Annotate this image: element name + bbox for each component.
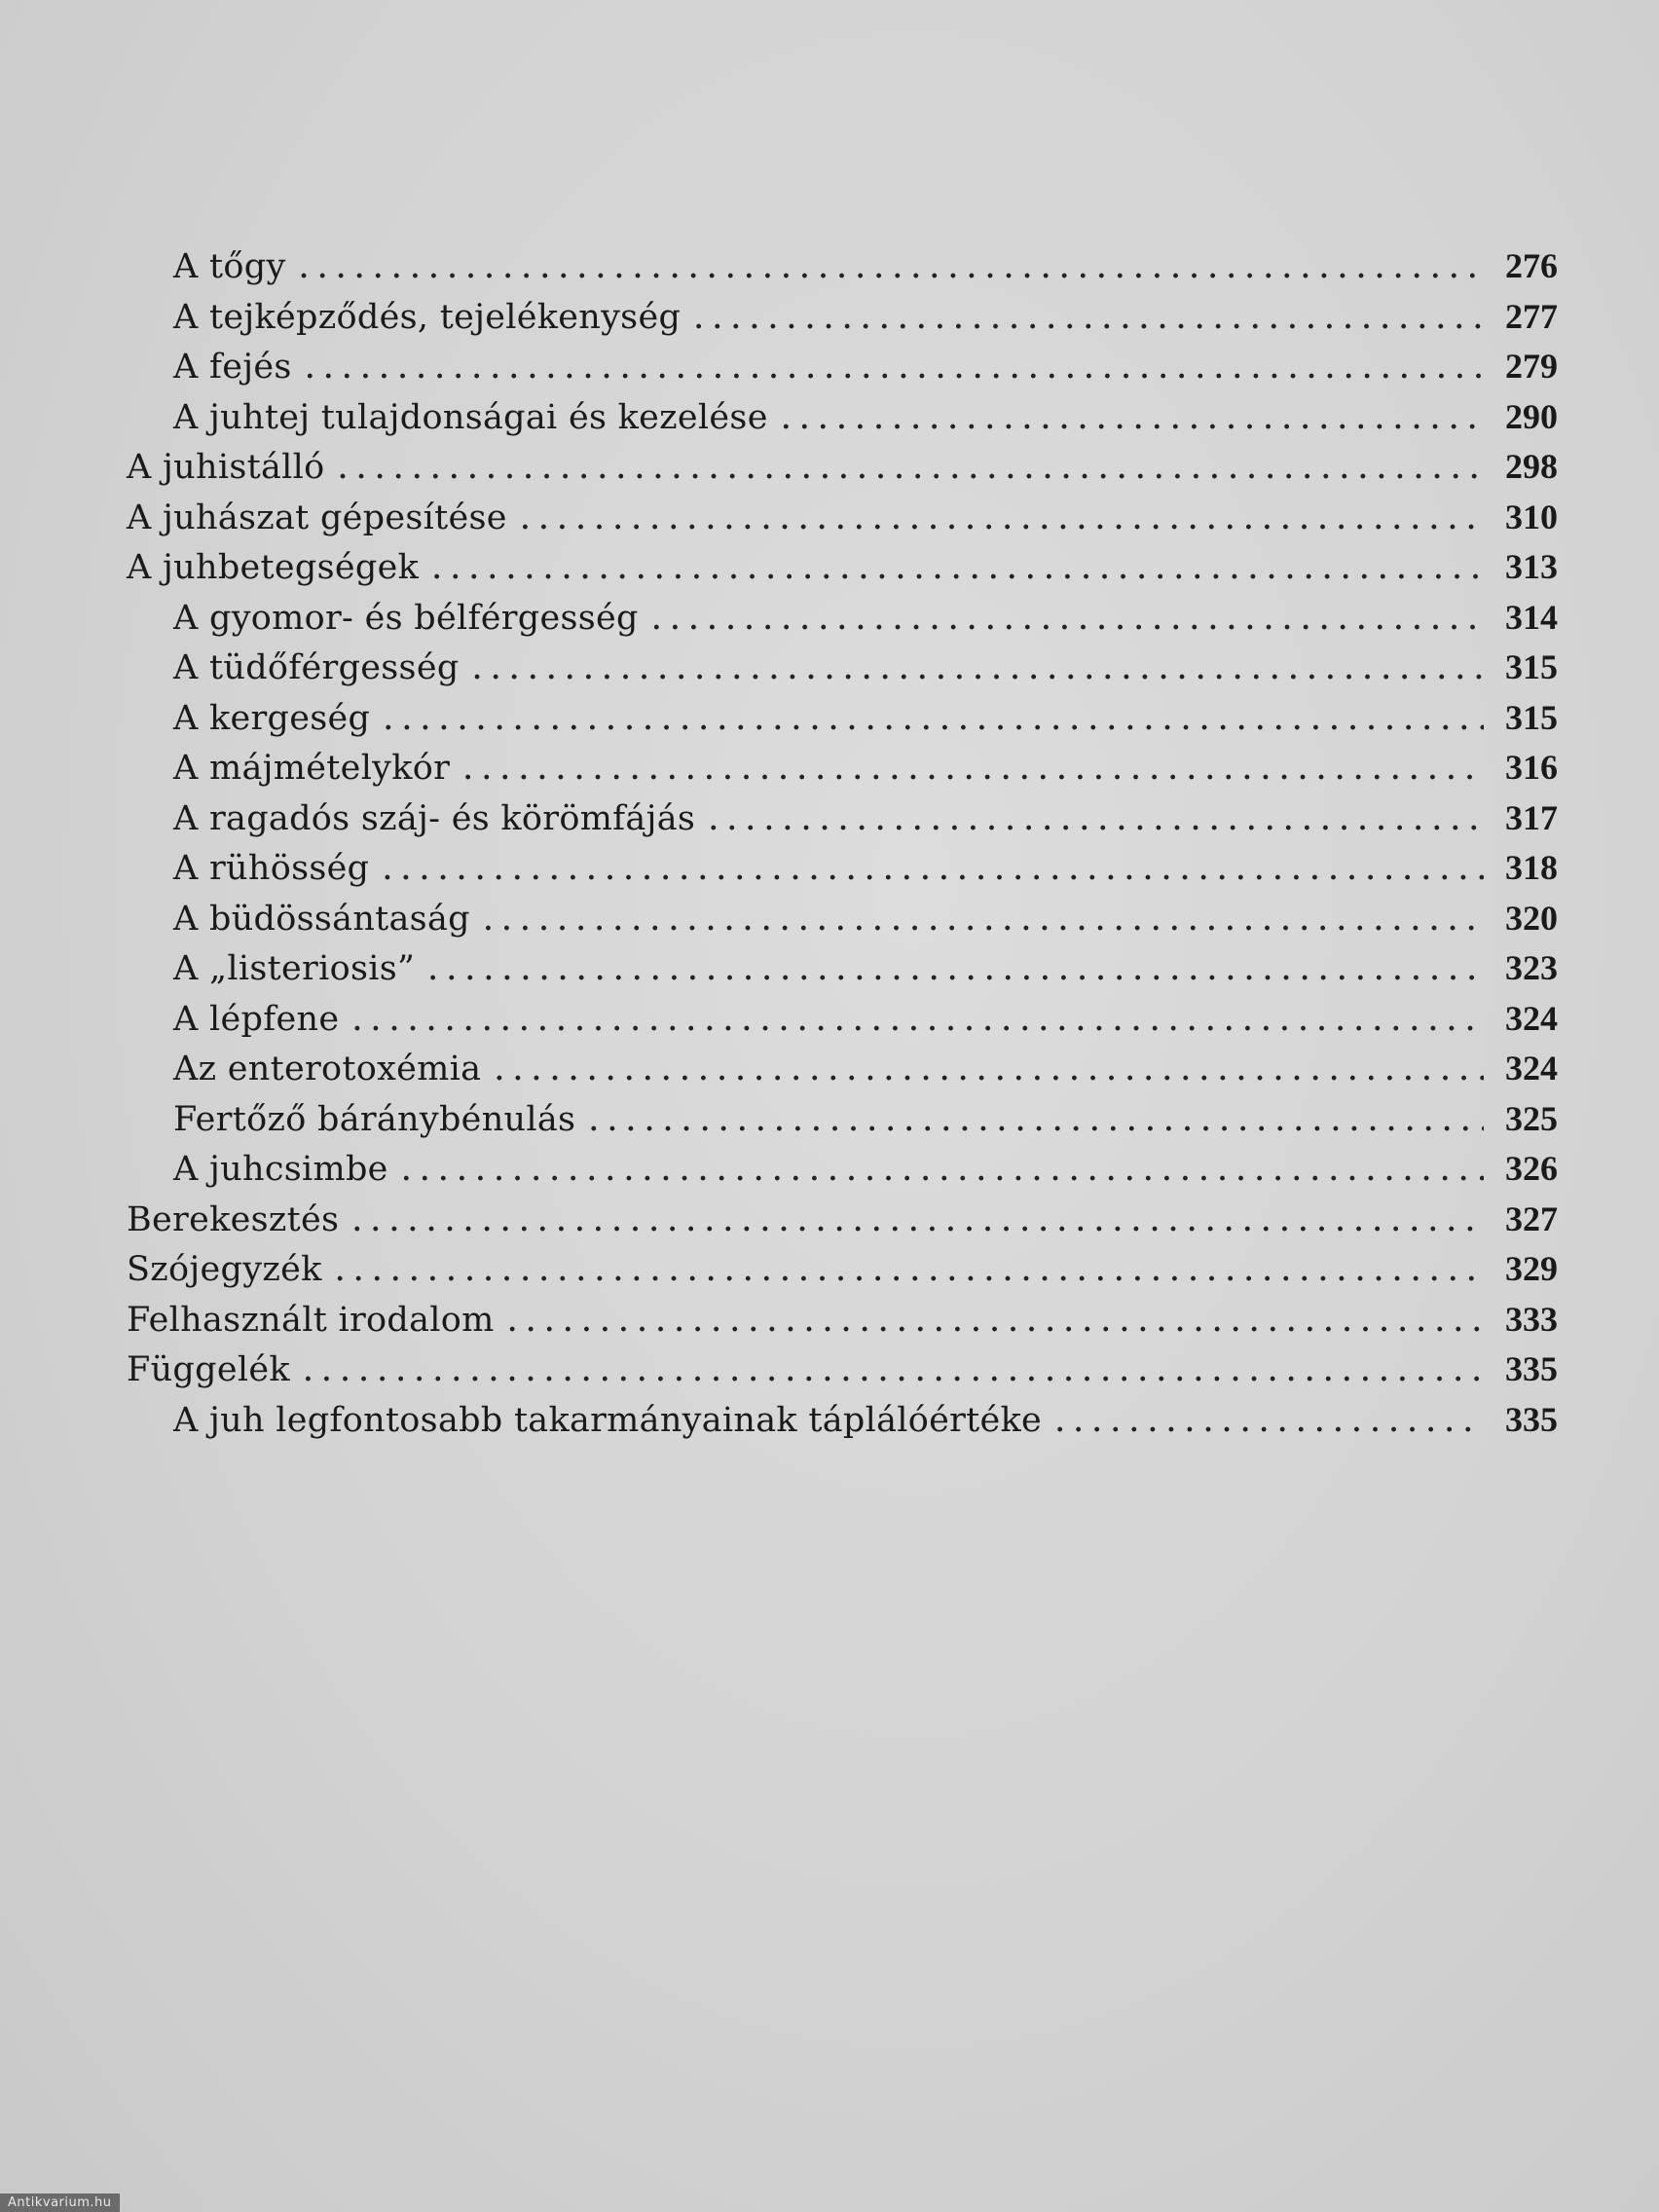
toc-leader-dots (352, 998, 1484, 1049)
toc-leader-dots (495, 1048, 1484, 1098)
toc-entry-title: Az enterotoxémia (173, 1050, 482, 1088)
toc-entry-page: 324 (1505, 998, 1558, 1038)
toc-leader-dots (338, 446, 1484, 497)
toc-entry-title: A juhcsimbe (173, 1150, 388, 1189)
toc-entry-title: A tejképződés, tejelékenység (173, 297, 682, 337)
toc-leader-dots (521, 497, 1484, 547)
toc-entry (127, 342, 1558, 392)
toc-entry-page: 315 (1505, 647, 1558, 686)
toc-entry (127, 994, 1558, 1045)
toc-entry (127, 1094, 1558, 1145)
toc-leader-dots (402, 1148, 1484, 1198)
toc-entry-page: 298 (1505, 447, 1558, 486)
toc-entry-page: 314 (1505, 597, 1558, 637)
toc-leader-dots (300, 245, 1484, 296)
toc-entry (127, 241, 1558, 292)
toc-entry-page: 325 (1505, 1098, 1558, 1138)
toc-entry-page: 316 (1505, 748, 1558, 787)
toc-entry (127, 1044, 1558, 1094)
toc-entry (127, 1195, 1558, 1245)
toc-entry-page: 313 (1505, 547, 1558, 586)
toc-entry (127, 643, 1558, 693)
toc-leader-dots (484, 898, 1484, 948)
toc-entry (127, 743, 1558, 793)
watermark: Antikvarium.hu (0, 2194, 120, 2212)
toc-entry-title: A juhászat gépesítése (127, 498, 507, 537)
toc-leader-dots (432, 546, 1484, 597)
toc-leader-dots (352, 1198, 1484, 1249)
toc-entry-title: A büdössántaság (173, 899, 470, 939)
toc-entry-page: 320 (1505, 898, 1558, 938)
toc-entry-title: A tüdőférgesség (173, 648, 460, 687)
toc-entry-page: 276 (1505, 246, 1558, 285)
toc-entry-title: A juhtej tulajdonságai és kezelése (173, 397, 768, 437)
toc-entry-title: A juhistálló (127, 448, 325, 487)
toc-leader-dots (428, 947, 1484, 998)
toc-entry-title: A „listeriosis” (173, 949, 416, 988)
toc-entry-title: Függelék (127, 1350, 290, 1389)
toc-entry (127, 1295, 1558, 1346)
toc-entry (127, 593, 1558, 644)
toc-entry-title: Berekesztés (127, 1199, 340, 1239)
toc-entry (127, 1144, 1558, 1195)
toc-entry (127, 1395, 1558, 1446)
toc-leader-dots (694, 296, 1484, 347)
toc-entry-page: 318 (1505, 848, 1558, 887)
toc-entry-page: 335 (1505, 1399, 1558, 1439)
toc-entry-page: 315 (1505, 697, 1558, 737)
toc-leader-dots (709, 797, 1484, 848)
toc-entry-title: A juhbetegségek (127, 548, 420, 587)
toc-entry-title: A tőgy (173, 247, 286, 286)
toc-entry-page: 333 (1505, 1299, 1558, 1339)
toc-entry-page: 335 (1505, 1349, 1558, 1388)
toc-entry-page: 324 (1505, 1049, 1558, 1088)
toc-leader-dots (473, 646, 1484, 697)
toc-leader-dots (508, 1299, 1484, 1349)
toc-entry (127, 943, 1558, 994)
toc-leader-dots (383, 847, 1484, 898)
toc-entry (127, 894, 1558, 944)
toc-entry (127, 693, 1558, 744)
toc-entry (127, 442, 1558, 493)
toc-entry-title: A fejés (173, 348, 292, 387)
toc-entry-title: A májmételykór (173, 749, 451, 788)
toc-leader-dots (652, 597, 1484, 647)
toc-leader-dots (306, 346, 1484, 396)
toc-entry (127, 493, 1558, 543)
toc-leader-dots (336, 1248, 1484, 1299)
toc-entry-title: Fertőző báránybénulás (173, 1099, 576, 1139)
toc-entry-title: A kergeség (173, 698, 371, 738)
toc-entry (127, 542, 1558, 593)
toc-entry-page: 290 (1505, 396, 1558, 436)
toc-entry-title: A gyomor- és bélférgesség (173, 598, 639, 638)
toc-entry (127, 1345, 1558, 1395)
toc-entry-page: 277 (1505, 296, 1558, 336)
toc-entry-page: 327 (1505, 1198, 1558, 1238)
toc-leader-dots (384, 697, 1484, 748)
toc-entry-title: A juh legfontosabb takarmányainak táplálóértéke (173, 1400, 1043, 1440)
toc-entry (127, 793, 1558, 844)
toc-entry-page: 323 (1505, 948, 1558, 987)
toc-leader-dots (782, 396, 1484, 447)
toc-entry (127, 843, 1558, 894)
toc-entry-title: A rühösség (173, 849, 370, 888)
toc-entry-title: Felhasznált irodalom (127, 1300, 495, 1340)
toc-leader-dots (463, 747, 1484, 797)
toc-leader-dots (304, 1348, 1484, 1399)
toc-entry-page: 279 (1505, 347, 1558, 386)
toc-leader-dots (1055, 1399, 1484, 1450)
toc-entry-title: A ragadós száj- és körömfájás (173, 798, 696, 838)
toc-entry-page: 326 (1505, 1149, 1558, 1188)
toc-entry (127, 392, 1558, 443)
table-of-contents (127, 241, 1558, 1445)
toc-entry (127, 1244, 1558, 1295)
toc-leader-dots (589, 1098, 1484, 1149)
toc-entry (127, 292, 1558, 343)
toc-entry-page: 317 (1505, 797, 1558, 837)
toc-entry-title: A lépfene (173, 999, 340, 1039)
toc-entry-page: 329 (1505, 1249, 1558, 1288)
toc-entry-title: Szójegyzék (127, 1250, 322, 1289)
toc-entry-page: 310 (1505, 497, 1558, 536)
